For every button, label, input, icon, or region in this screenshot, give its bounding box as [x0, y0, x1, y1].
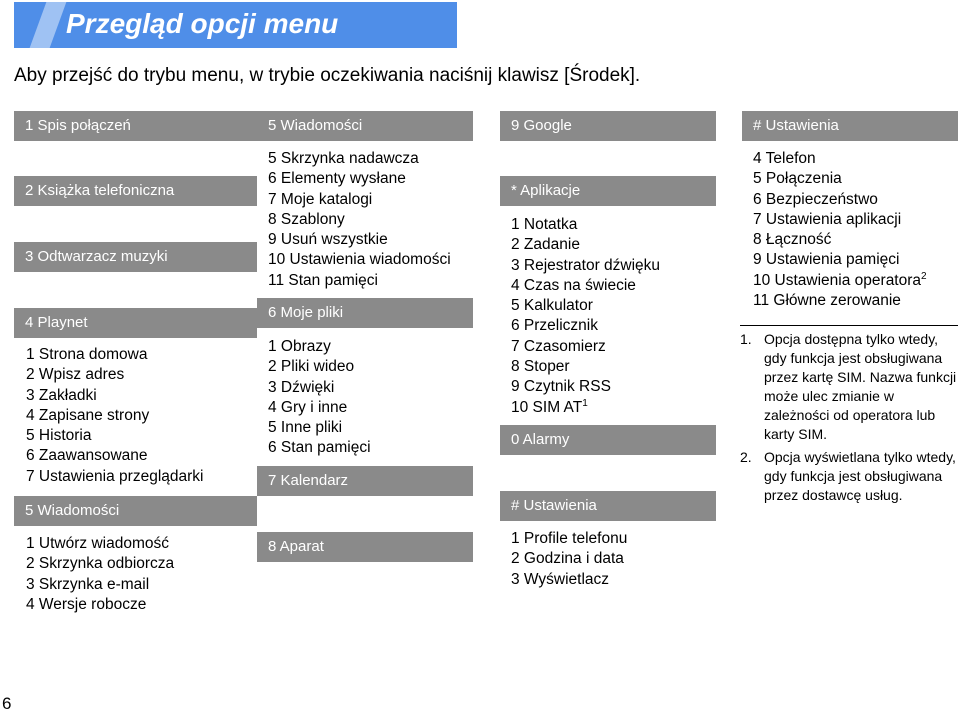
list-item: 9 Czytnik RSS: [511, 378, 611, 396]
footnote-ref-2: 2: [921, 270, 927, 282]
list-item: 8 Stoper: [511, 358, 570, 376]
list-item: 4 Wersje robocze: [26, 595, 147, 613]
list-item: 4 Gry i inne: [268, 398, 348, 416]
list-item: 3 Dźwięki: [268, 378, 335, 396]
footnote-number: 2.: [740, 449, 752, 465]
messages-list-1: [26, 534, 174, 615]
footnote-text: Opcja dostępna tylko wtedy, gdy funkcja jest obsługiwana przez kartę SIM. Nazwa funkcji może ulec zmianie w zależności od operatora lub karty SIM.: [764, 331, 957, 442]
list-item: 6 Przelicznik: [511, 317, 598, 335]
footnote-ref-1: 1: [582, 397, 588, 409]
menu-header-my-files: 6 Moje pliki: [257, 298, 473, 328]
menu-header-google: 9 Google: [500, 111, 716, 141]
list-item: 7 Ustawienia przeglądarki: [26, 467, 204, 485]
list-item: 5 Kalkulator: [511, 297, 593, 315]
list-item: 1 Notatka: [511, 216, 578, 233]
settings-list-1: [511, 529, 627, 590]
list-item: 7 Moje katalogi: [268, 190, 373, 208]
footnotes-divider: [740, 325, 958, 326]
menu-header-settings-cont: # Ustawienia: [742, 111, 958, 141]
applications-list: [511, 215, 660, 418]
list-item: 7 Czasomierz: [511, 337, 606, 355]
menu-header-settings: # Ustawienia: [500, 491, 716, 521]
list-item-operator-settings: [753, 271, 927, 291]
list-item: 3 Rejestrator dźwięku: [511, 256, 661, 274]
list-item: 8 Szablony: [268, 210, 345, 228]
intro-text: Aby przejść do trybu menu, w trybie oczekiwania naciśnij klawisz [Środek].: [14, 65, 641, 86]
menu-header-music-player: 3 Odtwarzacz muzyki: [14, 242, 257, 272]
menu-header-calendar: 7 Kalendarz: [257, 466, 473, 496]
menu-header-applications: * Aplikacje: [500, 176, 716, 206]
messages-list-2: [268, 149, 451, 291]
list-item: 1 Profile telefonu: [511, 530, 628, 547]
list-item: 5 Inne pliki: [268, 419, 343, 437]
list-item: 4 Zapisane strony: [26, 406, 150, 424]
list-item: 11 Główne zerowanie: [753, 292, 901, 310]
menu-header-camera: 8 Aparat: [257, 532, 473, 562]
list-item: 5 Skrzynka nadawcza: [268, 150, 419, 167]
list-item: 1 Utwórz wiadomość: [26, 535, 169, 552]
list-item: 5 Połączenia: [753, 170, 842, 188]
title-accent-stripe: [30, 2, 67, 48]
list-item: 4 Czas na świecie: [511, 276, 636, 294]
title-banner: [14, 2, 457, 48]
list-item: 10 Ustawienia wiadomości: [268, 251, 451, 269]
list-item: 3 Wyświetlacz: [511, 570, 610, 588]
list-item: 2 Pliki wideo: [268, 358, 355, 376]
menu-header-call-log: 1 Spis połączeń: [14, 111, 257, 141]
my-files-list: [268, 337, 371, 459]
menu-header-alarms: 0 Alarmy: [500, 425, 716, 455]
page-number: 6: [2, 694, 12, 713]
list-item: 5 Historia: [26, 427, 92, 445]
footnote-number: 1.: [740, 331, 752, 347]
list-item: 3 Skrzynka e-mail: [26, 575, 150, 593]
footnote-2: [740, 448, 958, 505]
list-item: 11 Stan pamięci: [268, 271, 378, 289]
list-item: 6 Stan pamięci: [268, 439, 371, 457]
operator-settings-label: 10 Ustawienia operatora: [753, 271, 922, 289]
list-item: 2 Zadanie: [511, 236, 580, 254]
menu-header-phonebook: 2 Książka telefoniczna: [14, 176, 257, 206]
settings-list-2: [753, 149, 927, 311]
playnet-list: [26, 345, 203, 487]
list-item: 6 Zaawansowane: [26, 447, 148, 465]
list-item: 6 Bezpieczeństwo: [753, 190, 878, 208]
list-item: 2 Godzina i data: [511, 550, 624, 568]
footnotes: [740, 330, 958, 509]
list-item: 3 Zakładki: [26, 386, 97, 404]
list-item: 9 Usuń wszystkie: [268, 231, 388, 249]
list-item: 8 Łączność: [753, 231, 832, 249]
list-item: 9 Ustawienia pamięci: [753, 251, 900, 269]
list-item-sim-at: [511, 398, 660, 418]
list-item: 6 Elementy wysłane: [268, 170, 406, 188]
page-title: Przegląd opcji menu: [66, 8, 339, 39]
sim-at-label: 10 SIM AT: [511, 398, 583, 416]
menu-header-messages-cont: 5 Wiadomości: [257, 111, 473, 141]
list-item: 2 Wpisz adres: [26, 366, 125, 384]
menu-header-playnet: 4 Playnet: [14, 308, 257, 338]
menu-header-messages: 5 Wiadomości: [14, 496, 257, 526]
list-item: 1 Strona domowa: [26, 346, 148, 363]
list-item: 7 Ustawienia aplikacji: [753, 210, 902, 228]
list-item: 2 Skrzynka odbiorcza: [26, 555, 175, 573]
list-item: 1 Obrazy: [268, 338, 331, 355]
list-item: 4 Telefon: [753, 150, 816, 167]
footnote-1: [740, 330, 958, 444]
footnote-text: Opcja wyświetlana tylko wtedy, gdy funkcja jest obsługiwana przez dostawcę usług.: [764, 449, 956, 503]
